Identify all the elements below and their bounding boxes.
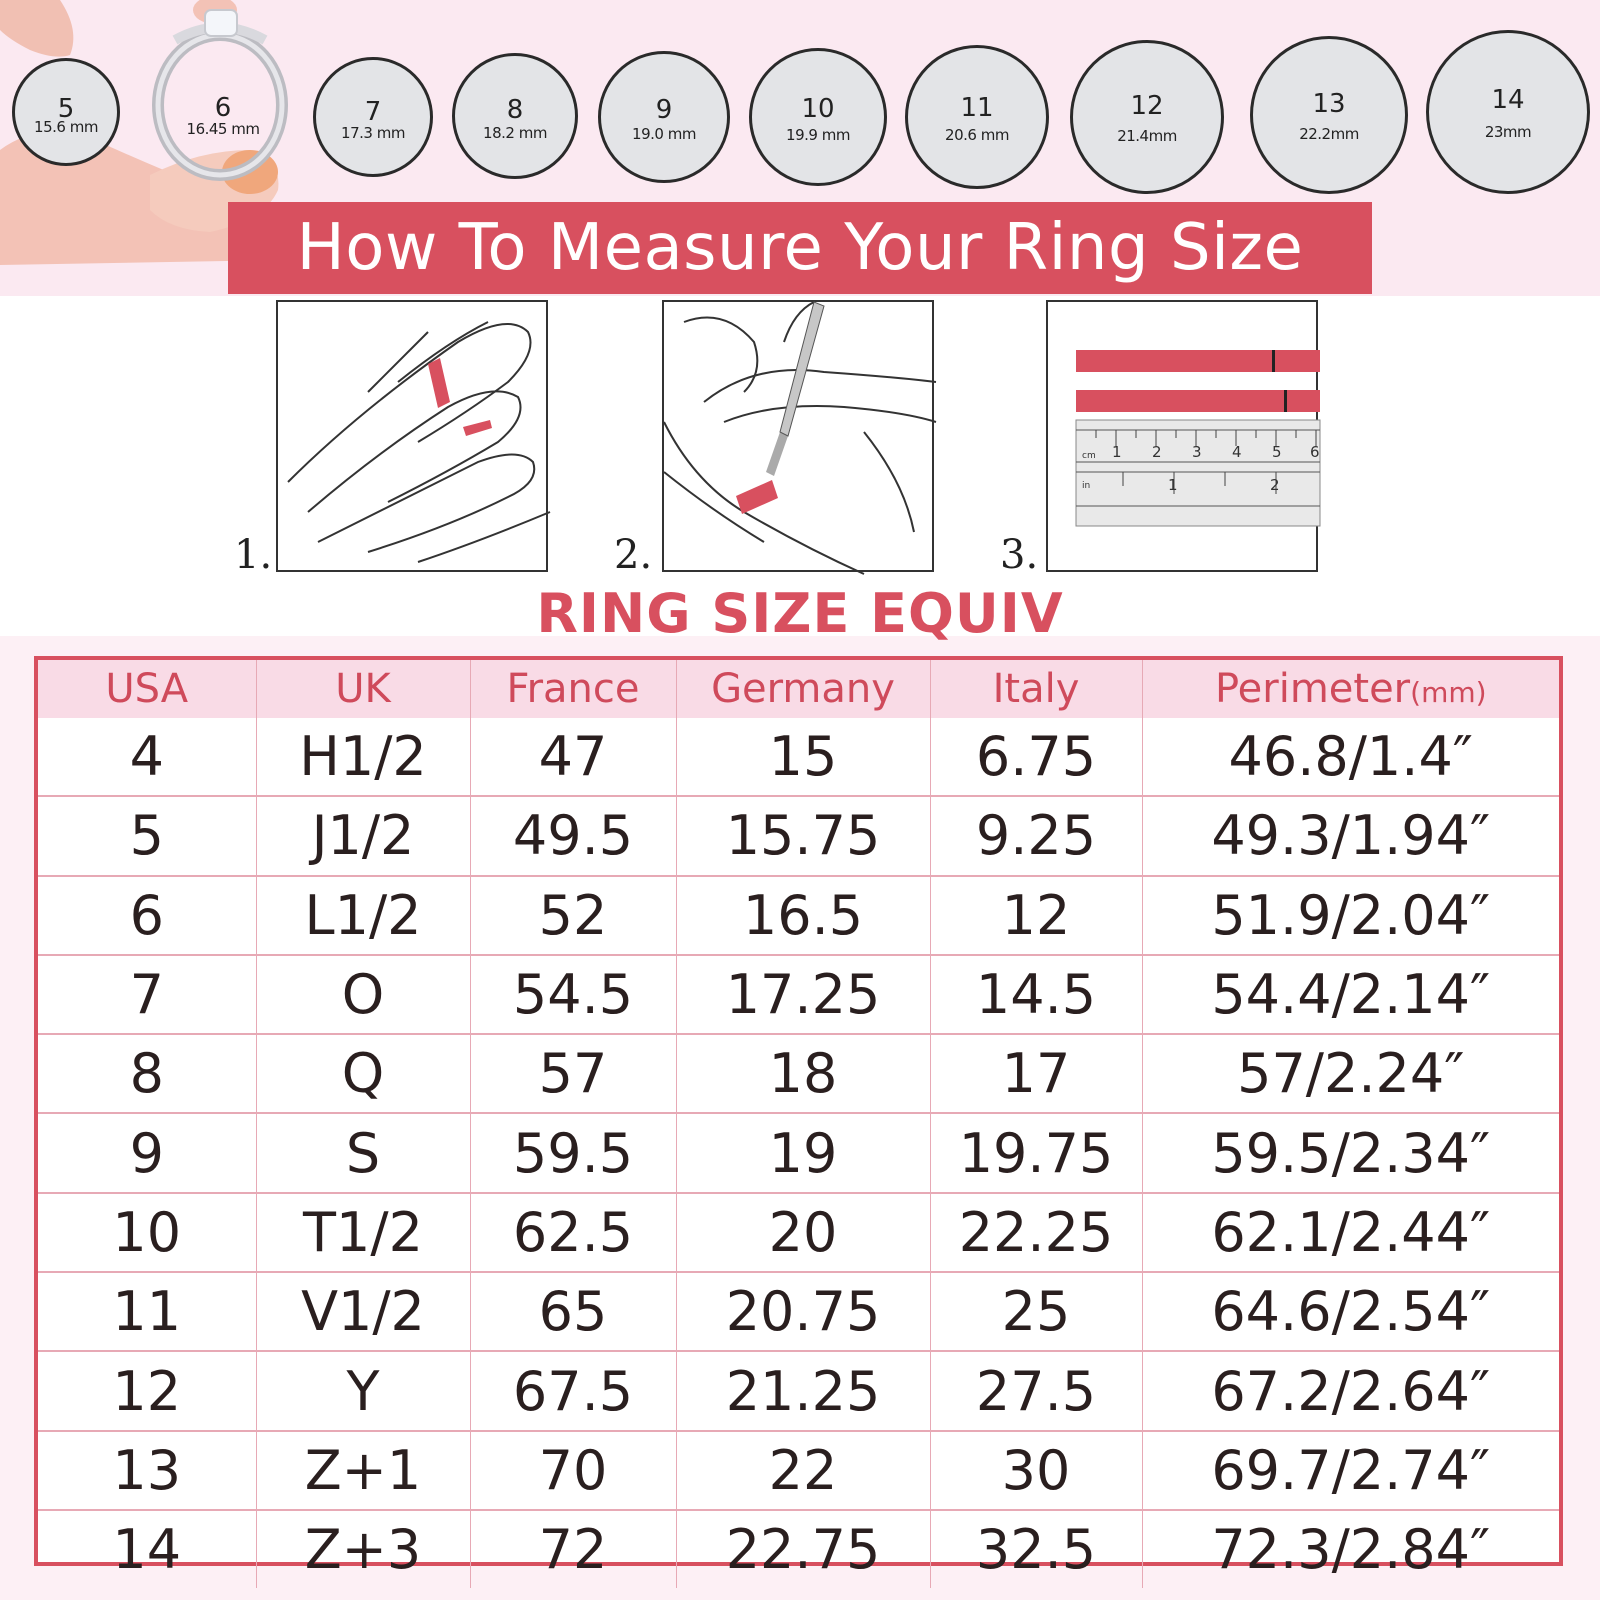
ring-size-diameter: 19.9 mm bbox=[786, 125, 850, 144]
ruler-cm-unit: cm bbox=[1082, 451, 1096, 461]
germany-size-cell: 20 bbox=[676, 1193, 930, 1272]
germany-size-cell: 16.5 bbox=[676, 876, 930, 955]
france-size-cell: 70 bbox=[470, 1431, 676, 1510]
table-row bbox=[38, 876, 1559, 955]
ring-size-number: 11 bbox=[960, 92, 994, 123]
ring-size-circle bbox=[1250, 36, 1408, 194]
france-size-cell: 49.5 bbox=[470, 796, 676, 875]
step-2-mark-paper-illustration bbox=[662, 300, 934, 572]
germany-size-cell: 15.75 bbox=[676, 796, 930, 875]
ring-size-number: 5 bbox=[57, 93, 75, 124]
perimeter-cell: 64.6/2.54″ bbox=[1142, 1272, 1559, 1351]
usa-size-cell: 14 bbox=[38, 1510, 256, 1588]
ring-size-circle bbox=[452, 53, 578, 179]
ruler-cm-tick: 4 bbox=[1232, 443, 1242, 461]
italy-size-cell: 27.5 bbox=[930, 1351, 1142, 1430]
ring-size-circle bbox=[12, 58, 120, 166]
column-header-france: France bbox=[470, 660, 676, 718]
ring-size-diameter: 20.6 mm bbox=[945, 126, 1009, 145]
france-size-cell: 67.5 bbox=[470, 1351, 676, 1430]
uk-size-cell: S bbox=[256, 1113, 470, 1192]
table-row bbox=[38, 1193, 1559, 1272]
table-row bbox=[38, 718, 1559, 796]
uk-size-cell: V1/2 bbox=[256, 1272, 470, 1351]
france-size-cell: 65 bbox=[470, 1272, 676, 1351]
usa-size-cell: 10 bbox=[38, 1193, 256, 1272]
ring-size-circle bbox=[749, 48, 887, 186]
uk-size-cell: T1/2 bbox=[256, 1193, 470, 1272]
germany-size-cell: 19 bbox=[676, 1113, 930, 1192]
italy-size-cell: 12 bbox=[930, 876, 1142, 955]
ring-size-circle bbox=[165, 55, 281, 171]
usa-size-cell: 12 bbox=[38, 1351, 256, 1430]
usa-size-cell: 6 bbox=[38, 876, 256, 955]
ruler-cm-tick: 2 bbox=[1152, 443, 1162, 461]
ring-size-number: 10 bbox=[801, 93, 835, 124]
perimeter-cell: 62.1/2.44″ bbox=[1142, 1193, 1559, 1272]
usa-size-cell: 8 bbox=[38, 1034, 256, 1113]
usa-size-cell: 11 bbox=[38, 1272, 256, 1351]
step-number: 2. bbox=[614, 532, 653, 578]
ring-size-circle bbox=[905, 45, 1049, 189]
france-size-cell: 54.5 bbox=[470, 955, 676, 1034]
page-title-banner: How To Measure Your Ring Size bbox=[228, 202, 1372, 294]
column-header-uk: UK bbox=[256, 660, 470, 718]
uk-size-cell: Z+3 bbox=[256, 1510, 470, 1588]
ruler-cm-tick: 3 bbox=[1192, 443, 1202, 461]
ring-size-number: 8 bbox=[506, 94, 524, 125]
ring-size-diameter: 21.4mm bbox=[1117, 126, 1177, 145]
column-header-germany: Germany bbox=[676, 660, 930, 718]
ring-size-number: 7 bbox=[364, 96, 382, 127]
ruler-cm-tick: 5 bbox=[1272, 443, 1282, 461]
germany-size-cell: 17.25 bbox=[676, 955, 930, 1034]
italy-size-cell: 22.25 bbox=[930, 1193, 1142, 1272]
italy-size-cell: 17 bbox=[930, 1034, 1142, 1113]
uk-size-cell: H1/2 bbox=[256, 718, 470, 796]
usa-size-cell: 7 bbox=[38, 955, 256, 1034]
ring-size-diameter: 15.6 mm bbox=[34, 118, 98, 137]
perimeter-unit: (mm) bbox=[1410, 676, 1487, 709]
france-size-cell: 62.5 bbox=[470, 1193, 676, 1272]
column-header-usa: USA bbox=[38, 660, 256, 718]
italy-size-cell: 19.75 bbox=[930, 1113, 1142, 1192]
uk-size-cell: O bbox=[256, 955, 470, 1034]
ring-size-circle bbox=[598, 51, 730, 183]
ring-size-number: 13 bbox=[1312, 88, 1346, 119]
column-header-italy: Italy bbox=[930, 660, 1142, 718]
uk-size-cell: Y bbox=[256, 1351, 470, 1430]
table-row bbox=[38, 1272, 1559, 1351]
ring-size-circle bbox=[1070, 40, 1224, 194]
ruler-inch-tick: 1 bbox=[1168, 476, 1178, 494]
france-size-cell: 52 bbox=[470, 876, 676, 955]
table-row bbox=[38, 1113, 1559, 1192]
uk-size-cell: L1/2 bbox=[256, 876, 470, 955]
germany-size-cell: 21.25 bbox=[676, 1351, 930, 1430]
ring-size-number: 12 bbox=[1130, 91, 1164, 122]
usa-size-cell: 13 bbox=[38, 1431, 256, 1510]
ring-size-diameter: 19.0 mm bbox=[632, 125, 696, 144]
step-number: 3. bbox=[1000, 532, 1039, 578]
ring-size-table bbox=[34, 656, 1563, 1582]
ruler-inch-tick: 2 bbox=[1270, 476, 1280, 494]
table-row bbox=[38, 955, 1559, 1034]
perimeter-cell: 72.3/2.84″ bbox=[1211, 1518, 1491, 1582]
perimeter-cell: 49.3/1.94″ bbox=[1142, 796, 1559, 875]
perimeter-cell: 59.5/2.34″ bbox=[1142, 1113, 1559, 1192]
table-row bbox=[38, 1431, 1559, 1510]
perimeter-cell: 69.7/2.74″ bbox=[1142, 1431, 1559, 1510]
germany-size-cell: 15 bbox=[676, 718, 930, 796]
italy-size-cell: 6.75 bbox=[930, 718, 1142, 796]
uk-size-cell: Q bbox=[256, 1034, 470, 1113]
germany-size-cell: 20.75 bbox=[676, 1272, 930, 1351]
column-header-perimeter: Perimeter(mm) bbox=[1142, 660, 1559, 718]
france-size-cell: 72 bbox=[470, 1510, 676, 1588]
table-row bbox=[38, 1351, 1559, 1430]
perimeter-cell: 46.8/1.4″ bbox=[1142, 718, 1559, 796]
table-row bbox=[38, 1034, 1559, 1113]
step-1-wrap-finger-illustration bbox=[276, 300, 548, 572]
usa-size-cell: 5 bbox=[38, 796, 256, 875]
france-size-cell: 47 bbox=[470, 718, 676, 796]
italy-size-cell: 25 bbox=[930, 1272, 1142, 1351]
ruler-cm-tick: 6 bbox=[1310, 443, 1320, 461]
table-header-row bbox=[38, 660, 1559, 718]
france-size-cell: 57 bbox=[470, 1034, 676, 1113]
france-size-cell: 59.5 bbox=[470, 1113, 676, 1192]
perimeter-cell: 67.2/2.64″ bbox=[1142, 1351, 1559, 1430]
germany-size-cell: 18 bbox=[676, 1034, 930, 1113]
size-equivalents-table bbox=[38, 660, 1559, 1588]
italy-size-cell: 14.5 bbox=[930, 955, 1142, 1034]
ring-size-diameter: 23mm bbox=[1484, 122, 1532, 141]
ruler-cm-tick: 1 bbox=[1112, 443, 1122, 461]
ring-size-number: 6 bbox=[214, 93, 232, 124]
uk-size-cell: J1/2 bbox=[256, 796, 470, 875]
perimeter-cell: 54.4/2.14″ bbox=[1142, 955, 1559, 1034]
ring-size-diameter: 17.3 mm bbox=[341, 124, 405, 143]
ring-size-number: 14 bbox=[1491, 84, 1525, 115]
perimeter-cell: 57/2.24″ bbox=[1142, 1034, 1559, 1113]
step-3-ruler-measure-illustration bbox=[1046, 300, 1318, 572]
italy-size-cell: 32.5 bbox=[930, 1510, 1142, 1588]
ring-size-circle bbox=[313, 57, 433, 177]
table-row bbox=[38, 796, 1559, 875]
ring-size-diameter: 16.45 mm bbox=[186, 119, 260, 138]
germany-size-cell: 22 bbox=[676, 1431, 930, 1510]
table-row bbox=[38, 1510, 1559, 1588]
ring-size-diameter: 22.2mm bbox=[1299, 125, 1359, 144]
ring-size-circle bbox=[1426, 30, 1590, 194]
usa-size-cell: 4 bbox=[38, 718, 256, 796]
usa-size-cell: 9 bbox=[38, 1113, 256, 1192]
perimeter-cell: 51.9/2.04″ bbox=[1142, 876, 1559, 955]
germany-size-cell: 22.75 bbox=[676, 1510, 930, 1588]
step-number: 1. bbox=[234, 532, 273, 578]
uk-size-cell: Z+1 bbox=[256, 1431, 470, 1510]
ring-size-number: 9 bbox=[655, 94, 673, 125]
italy-size-cell: 30 bbox=[930, 1431, 1142, 1510]
ring-size-diameter: 18.2 mm bbox=[483, 123, 547, 142]
ruler-inch-unit: in bbox=[1082, 481, 1091, 491]
section-title: RING SIZE EQUIV bbox=[536, 582, 1064, 645]
italy-size-cell: 9.25 bbox=[930, 796, 1142, 875]
